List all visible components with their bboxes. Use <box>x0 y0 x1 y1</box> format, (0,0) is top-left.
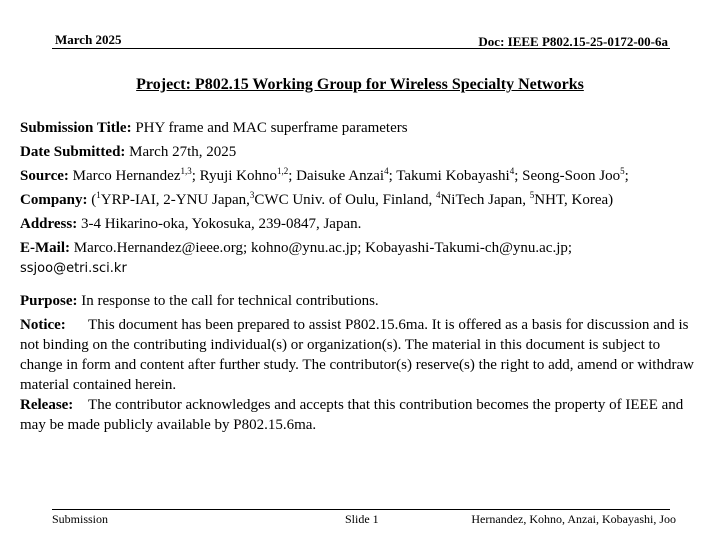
source-author-name: Ryuji Kohno <box>199 168 277 184</box>
source-author-name: Daisuke Anzai <box>296 168 385 184</box>
footer-submission: Submission <box>52 512 109 526</box>
company-open-paren: ( <box>91 192 97 208</box>
company-affiliation-number: 3 <box>249 190 255 200</box>
company-row <box>20 190 704 210</box>
notice-label: Notice: <box>20 317 66 333</box>
address-value: 3-4 Hikarino-oka, Yokosuka, 239-0847, Japan. <box>80 216 362 232</box>
footer-authors: Hernandez, Kohno, Anzai, Kobayashi, Joo <box>471 512 676 526</box>
email-row <box>20 238 704 258</box>
header-divider <box>52 48 670 49</box>
release-label: Release: <box>20 397 74 413</box>
source-row <box>20 166 704 186</box>
purpose-row <box>20 291 704 311</box>
purpose-value: In response to the call for technical contributions. <box>81 293 379 309</box>
submission-title-label: Submission Title: <box>20 120 132 136</box>
source-author-affiliation: 1,2 <box>277 166 289 176</box>
document-body <box>20 118 704 439</box>
date-submitted-label: Date Submitted: <box>20 144 126 160</box>
submission-title-row <box>20 118 704 138</box>
header-doc-id: Doc: IEEE P802.15-25-0172-00-6a <box>478 34 668 49</box>
source-label: Source: <box>20 168 69 184</box>
source-author-separator: ; <box>288 168 297 184</box>
date-submitted-value: March 27th, 2025 <box>129 144 237 160</box>
source-author-affiliation: 5 <box>620 166 625 176</box>
purpose-label: Purpose: <box>20 293 78 309</box>
release-paragraph <box>20 395 704 435</box>
header-date: March 2025 <box>55 32 122 47</box>
company-name: NHT, Korea) <box>534 192 614 208</box>
company-name: CWC Univ. of Oulu, Finland, <box>254 192 436 208</box>
email-line2: ssjoo@etri.sci.kr <box>20 261 127 276</box>
company-affiliation-number: 4 <box>435 190 441 200</box>
project-title: Project: P802.15 Working Group for Wireless Specialty Networks <box>136 76 584 93</box>
company-name: NiTech Japan, <box>440 192 530 208</box>
company-name: YRP-IAI, 2-YNU Japan, <box>100 192 250 208</box>
source-author-separator: ; <box>624 168 629 184</box>
email-label: E-Mail: <box>20 240 70 256</box>
source-author-name: Marco Hernandez <box>72 168 181 184</box>
submission-title-value: PHY frame and MAC superframe parameters <box>135 120 408 136</box>
source-author-separator: ; <box>514 168 523 184</box>
source-author-name: Seong-Soon Joo <box>522 168 621 184</box>
company-label: Company: <box>20 192 88 208</box>
release-text: The contributor acknowledges and accepts that this contribution becomes the property of IEEE and may be made publicly available by P802.15.6ma. <box>20 397 684 433</box>
company-affiliation-number: 1 <box>96 190 101 200</box>
notice-paragraph <box>20 315 704 395</box>
date-submitted-row <box>20 142 704 162</box>
source-author-affiliation: 1,3 <box>180 166 192 176</box>
source-authors <box>73 168 629 184</box>
company-affiliation-number: 5 <box>529 190 535 200</box>
email-line1: Marco.Hernandez@ieee.org; kohno@ynu.ac.jp; Kobayashi-Takumi-ch@ynu.ac.jp; <box>73 240 573 256</box>
footer-slide-number: Slide 1 <box>345 512 379 526</box>
source-author-separator: ; <box>388 168 397 184</box>
address-row <box>20 214 704 234</box>
source-author-affiliation: 4 <box>384 166 389 176</box>
footer-divider <box>52 509 670 510</box>
email-row-2 <box>20 258 704 279</box>
source-author-name: Takumi Kobayashi <box>396 168 510 184</box>
source-author-affiliation: 4 <box>509 166 515 176</box>
company-list <box>91 192 613 208</box>
notice-text: This document has been prepared to assist P802.15.6ma. It is offered as a basis for discussion and is not binding on the contributing individual(s) or organization(s). The material in this document is subject to change in form and content after further study. The contributor(s) reserve(s) the right to add, amend or withdraw material contained herein. <box>20 317 694 393</box>
address-label: Address: <box>20 216 78 232</box>
source-author-separator: ; <box>191 168 200 184</box>
